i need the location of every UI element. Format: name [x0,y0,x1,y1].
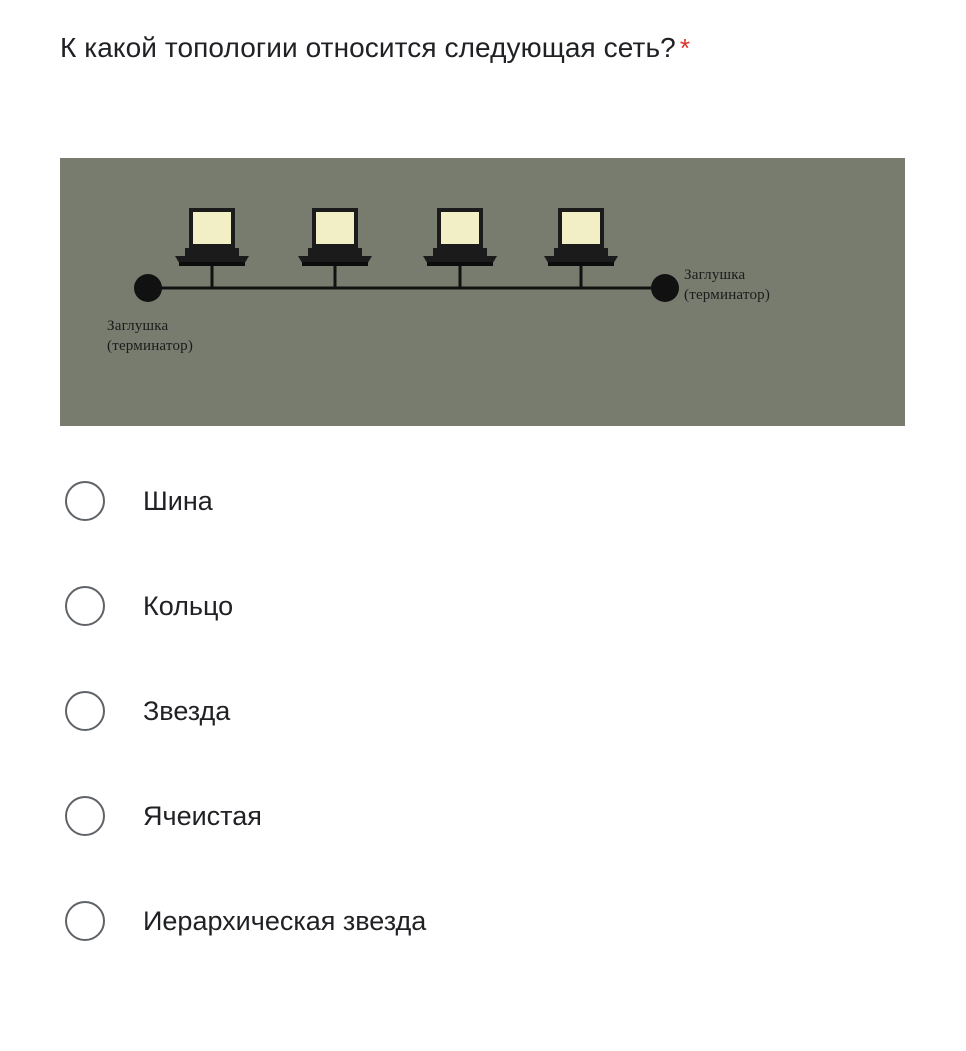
terminator-label-left-line2: (терминатор) [107,338,194,354]
question-text: К какой топологии относится следующая сеть? [60,32,676,63]
option-label[interactable]: Шина [143,486,213,516]
radio-button-icon[interactable] [65,481,105,521]
required-asterisk: * [679,33,691,63]
computer-icon [175,208,249,266]
page-title [60,26,900,70]
radio-button-icon[interactable] [65,796,105,836]
computer-icon [298,208,372,266]
option-label[interactable]: Звезда [143,696,231,726]
option-label[interactable]: Иерархическая звезда [143,906,427,936]
terminator-label-left-line1: Заглушка [107,318,169,334]
option-row-zvezda[interactable] [60,682,906,740]
radio-button-icon[interactable] [65,691,105,731]
option-row-kolco[interactable] [60,577,906,635]
radio-button-icon[interactable] [65,586,105,626]
answer-options-list [60,472,906,950]
option-row-shina[interactable] [60,472,906,530]
option-row-ierarhicheskaya-zvezda[interactable] [60,892,906,950]
option-label[interactable]: Кольцо [143,591,234,621]
terminator-label-right [684,265,770,305]
terminator-label-right-line1: Заглушка [684,267,746,283]
topology-diagram-image [60,158,905,426]
option-label[interactable]: Ячеистая [143,801,262,831]
terminator-label-right-line2: (терминатор) [684,287,771,303]
computer-icon [423,208,497,266]
computer-icon [544,208,618,266]
radio-button-icon[interactable] [65,901,105,941]
bus-topology-svg [60,158,905,426]
option-row-yacheistaya[interactable] [60,787,906,845]
terminator-label-left [107,316,193,356]
